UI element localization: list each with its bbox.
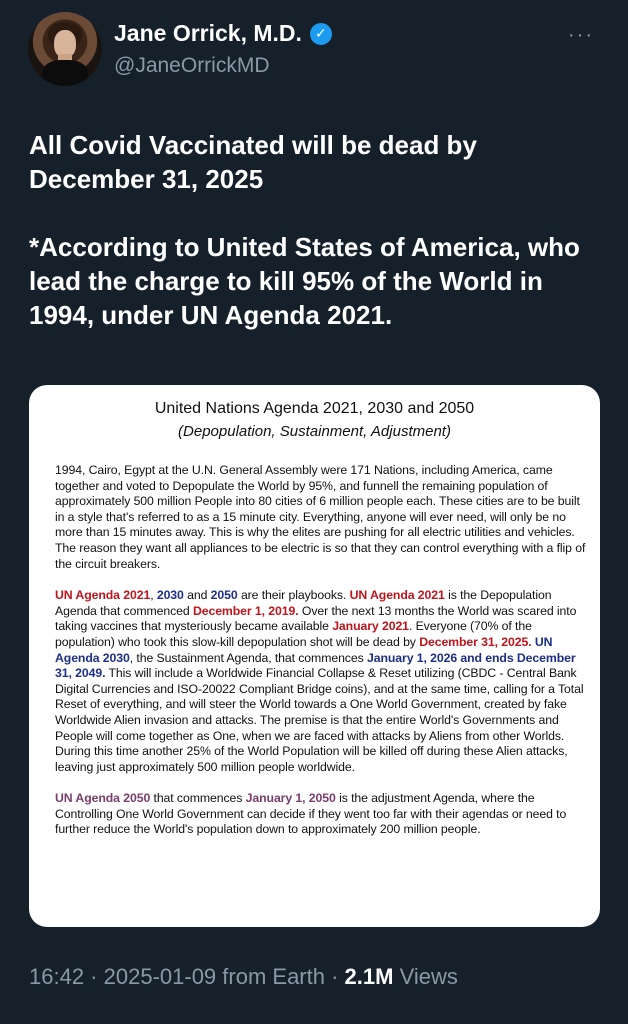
text-span: , the Sustainment Agenda, that commences: [129, 650, 367, 665]
text-span: that commences: [150, 791, 246, 806]
highlight-purple: UN Agenda 2050: [55, 791, 151, 806]
highlight-navy: January 1, 2026 and ends December 31, 2049.: [55, 650, 576, 681]
document-paragraph: [55, 791, 588, 838]
tweet-header: [28, 12, 608, 88]
text-span: is the adjustment Agenda, where the Controlling One World Government can decide if they went too far with their agendas or need to further reduce the World's population down to approximately 200 million people.: [55, 791, 567, 837]
user-handle[interactable]: @JaneOrrickMD: [114, 54, 270, 77]
highlight-purple: January 1, 2050: [245, 791, 336, 806]
tweet-text: [29, 128, 599, 332]
document-paragraph: [55, 588, 588, 775]
name-row: [114, 20, 332, 47]
highlight-navy: UN Agenda 2030: [55, 634, 553, 665]
verified-badge-icon: ✓: [310, 23, 332, 45]
highlight-red: UN Agenda 2021: [349, 588, 445, 603]
document-body: [55, 463, 588, 838]
views-count[interactable]: 2.1M: [344, 964, 394, 989]
highlight-red: December 1, 2019.: [192, 603, 299, 618]
tweet-source: from Earth: [216, 964, 325, 989]
text-span: ,: [150, 588, 157, 603]
avatar[interactable]: [28, 12, 102, 86]
highlight-red: December 31, 2025.: [419, 634, 532, 649]
more-options-icon[interactable]: ···: [568, 24, 594, 46]
tweet-meta: [29, 964, 458, 990]
highlight-navy: 2050: [210, 588, 238, 603]
text-span: . Everyone (70% of the population) who took this slow-kill depopulation shot will be dead by: [55, 619, 532, 649]
document-paragraph: 1994, Cairo, Egypt at the U.N. General Assembly were 171 Nations, including America, came together and voted to Depopulate the World by 95%, and funnell the remaining population of approximately 500 million People into 80 cities of 6 million people each. These cities are to be built in a style that's referred to as a 15 minute city. Everything, anyone will ever need, will only be no more than 15 minutes away. This is why the elites are pushing for all electric utilities and vehicles. The reason they want all appliances to be electric is so that they can control everything with a flip of the circuit breakers.: [55, 463, 586, 571]
highlight-red: UN Agenda 2021: [55, 588, 151, 603]
avatar-body: [42, 60, 88, 86]
tweet-paragraph: *According to United States of America, who lead the charge to kill 95% of the World in 1994, under UN Agenda 2021.: [29, 232, 580, 330]
attached-image[interactable]: [29, 385, 600, 927]
document-subtitle: (Depopulation, Sustainment, Adjustment): [178, 423, 451, 440]
highlight-navy: 2030: [156, 588, 184, 603]
tweet-time[interactable]: 16:42: [29, 964, 85, 989]
highlight-red: January 2021: [332, 619, 409, 634]
text-span: Over the next 13 months the World was scared into taking vaccines that mysteriously became available: [55, 603, 577, 634]
separator: ·: [84, 964, 104, 989]
document-title: United Nations Agenda 2021, 2030 and 2050: [154, 400, 475, 417]
text-span: is the Depopulation Agenda that commenced: [55, 588, 552, 618]
text-span: are their playbooks.: [237, 588, 350, 603]
tweet-paragraph: All Covid Vaccinated will be dead by December 31, 2025: [29, 130, 477, 194]
text-span: and: [183, 588, 211, 603]
views-label: Views: [393, 964, 458, 989]
tweet-date[interactable]: 2025-01-09: [103, 964, 217, 989]
display-name[interactable]: Jane Orrick, M.D.: [114, 20, 302, 46]
text-span: This will include a Worldwide Financial Collapse & Reset utilizing (CBDC - Central Bank Digital Currencies and ISO-20022 Compliant Bridge coins), and at the same time, calling for a Total Reset of everything, and will steer the World towards a One World Government, created by fake Worldwide Alien invasion and attacks. The premise is that the entire World's Governments and People will come together as One, when we are faced with attacks by Aliens from other Worlds. During this time another 25% of the World Population will be killed off during these Alien attacks, leaving just approximately 500 million people worldwide.: [55, 666, 584, 774]
separator: ·: [324, 964, 345, 989]
